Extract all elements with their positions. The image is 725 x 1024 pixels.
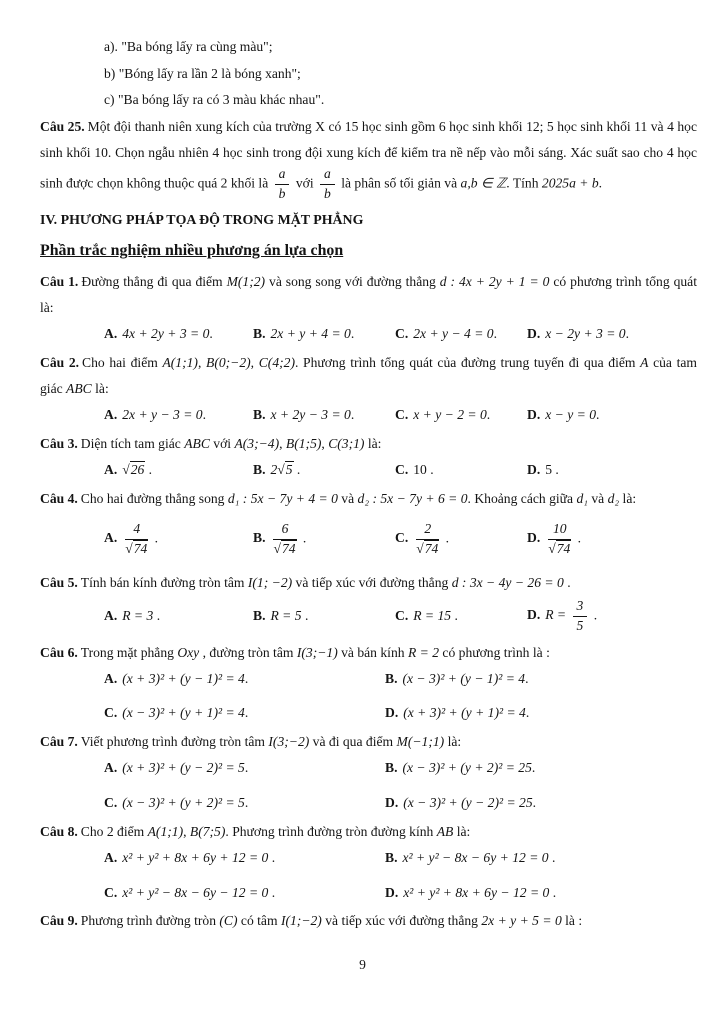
question-4-options xyxy=(104,514,697,565)
option-c-text: $\frac{2}{√74}$ . xyxy=(416,520,450,556)
option-d-text: (x − 3)² + (y − 2)² = 25. xyxy=(403,795,537,811)
question-4 xyxy=(40,486,697,565)
option-b xyxy=(253,323,395,345)
option-a-text: 4x + 2y + 3 = 0. xyxy=(122,325,213,341)
option-d-letter: D. xyxy=(527,607,541,623)
option-d-letter: D. xyxy=(527,325,541,341)
option-d-letter: D. xyxy=(385,795,399,811)
list-item-c: c) "Ba bóng lấy ra có 3 màu khác nhau". xyxy=(104,92,325,107)
option-c-text: 10 . xyxy=(413,461,434,477)
question-6-text-line xyxy=(40,640,697,666)
option-a xyxy=(104,847,385,869)
option-c-letter: C. xyxy=(395,461,409,477)
question-2-options xyxy=(104,404,697,426)
question-4-label: Câu 4. xyxy=(40,490,78,506)
option-b xyxy=(385,847,697,869)
question-3-text-line xyxy=(40,431,697,457)
option-d-letter: D. xyxy=(527,406,541,422)
option-c xyxy=(395,459,527,481)
option-c xyxy=(104,882,385,904)
question-9-text: Phương trình đường tròn (C) có tâm I(1;−2) và tiếp xúc với đường thẳng 2x + y + 5 = 0 là : xyxy=(80,913,583,929)
option-a xyxy=(104,605,253,627)
question-6-text: Trong mặt phẳng Oxy , đường tròn tâm I(3;−1) và bán kính R = 2 có phương trình là : xyxy=(80,644,550,660)
option-d-text: x² + y² + 8x + 6y − 12 = 0 . xyxy=(403,884,557,900)
option-d xyxy=(527,598,697,635)
option-d xyxy=(527,323,697,345)
option-c-letter: C. xyxy=(395,406,409,422)
option-b-letter: B. xyxy=(385,849,398,865)
option-b-text: x² + y² − 8x − 6y + 12 = 0 . xyxy=(402,849,556,865)
question-4-text-line xyxy=(40,486,697,512)
question-1-label: Câu 1. xyxy=(40,273,79,289)
option-d-letter: D. xyxy=(385,884,399,900)
section-subtitle: Phần trắc nghiệm nhiều phương án lựa chọn xyxy=(40,242,344,260)
option-b-letter: B. xyxy=(385,670,398,686)
option-b xyxy=(253,404,395,426)
option-a-letter: A. xyxy=(104,461,118,477)
question-5-text-line xyxy=(40,570,697,596)
option-d xyxy=(385,882,697,904)
question-8-label: Câu 8. xyxy=(40,823,78,839)
option-c-text: x² + y² − 8x − 6y − 12 = 0 . xyxy=(122,884,276,900)
question-2-text: Cho hai điểm A(1;1), B(0;−2), C(4;2). Phương trình tổng quát của đường trung tuyến đi qua điểm A của tam giác ABC là: xyxy=(40,354,698,396)
option-d xyxy=(385,792,697,814)
question-8-text-line xyxy=(40,819,697,845)
question-7 xyxy=(40,729,697,814)
option-b-text: (x − 3)² + (y + 2)² = 25. xyxy=(402,760,536,776)
question-6-options xyxy=(104,668,697,725)
option-c-letter: C. xyxy=(395,325,409,341)
question-25 xyxy=(40,114,697,203)
option-a xyxy=(104,459,253,481)
option-b-letter: B. xyxy=(253,461,266,477)
option-b-letter: B. xyxy=(253,608,266,624)
option-c xyxy=(104,702,385,724)
question-5-options xyxy=(104,598,697,635)
option-a-letter: A. xyxy=(104,849,118,865)
option-a-text: $\frac{4}{√74}$ . xyxy=(125,520,159,556)
option-c-letter: C. xyxy=(395,608,409,624)
question-3-text: Diện tích tam giác ABC với A(3;−4), B(1;5), C(3;1) là: xyxy=(80,435,382,451)
question-2 xyxy=(40,350,697,426)
page-number: 9 xyxy=(359,957,366,973)
question-8-text: Cho 2 điểm A(1;1), B(7;5). Phương trình đường tròn đường kính AB là: xyxy=(80,823,471,839)
option-d xyxy=(527,521,697,558)
option-c xyxy=(395,404,527,426)
question-9-label: Câu 9. xyxy=(40,913,78,929)
option-a-text: (x + 3)² + (y − 1)² = 4. xyxy=(122,670,249,686)
option-d xyxy=(385,702,697,724)
option-c-letter: C. xyxy=(104,795,118,811)
question-5-text: Tính bán kính đường tròn tâm I(1; −2) và tiếp xúc với đường thẳng d : 3x − 4y − 26 = 0 . xyxy=(80,574,571,590)
option-a-text: x² + y² + 8x + 6y + 12 = 0 . xyxy=(122,849,276,865)
option-c xyxy=(104,792,385,814)
option-c-text: (x − 3)² + (y + 1)² = 4. xyxy=(122,705,249,721)
option-d-letter: D. xyxy=(385,705,399,721)
question-1-text-line xyxy=(40,269,697,321)
question-1-text: Đường thẳng đi qua điểm M(1;2) và song song với đường thẳng d : 4x + 2y + 1 = 0 có phương trình tổng quát là: xyxy=(40,273,697,315)
option-c-letter: C. xyxy=(104,705,118,721)
option-d-text: x − y = 0. xyxy=(545,406,600,422)
question-9 xyxy=(40,908,697,934)
option-b-text: (x − 3)² + (y − 1)² = 4. xyxy=(402,670,529,686)
question-25-text: Một đội thanh niên xung kích của trường X có 15 học sinh gồm 6 học sinh khối 12; 5 học sinh khối 11 và 4 học sinh khối 10. Chọn ngẫu nhiên 4 học sinh trong đội xung kích để kiểm tra nề nếp vào mỗi sáng. Xác suất sao cho 4 học sinh được chọn không thuộc quá 2 khối là $\frac{a}{b}$ với $\frac{a}{b}$ là phân số tối giản và a,b ∈ ℤ. Tính 2025a + b. xyxy=(40,118,697,201)
option-c-text: 2x + y − 4 = 0. xyxy=(413,325,497,341)
question-2-text-line xyxy=(40,350,697,402)
option-b-letter: B. xyxy=(385,760,398,776)
option-c xyxy=(395,521,527,558)
option-a-letter: A. xyxy=(104,406,118,422)
question-1 xyxy=(40,269,697,345)
question-6 xyxy=(40,640,697,725)
option-a xyxy=(104,323,253,345)
question-5-label: Câu 5. xyxy=(40,574,78,590)
option-c-text: (x − 3)² + (y + 2)² = 5. xyxy=(122,795,249,811)
option-a-letter: A. xyxy=(104,325,118,341)
option-a-letter: A. xyxy=(104,530,118,546)
option-c-letter: C. xyxy=(395,530,409,546)
option-a-text: √26 . xyxy=(122,461,153,477)
option-b-text: 2√5 . xyxy=(270,461,301,477)
question-5 xyxy=(40,570,697,635)
question-8-options xyxy=(104,847,697,904)
option-b-letter: B. xyxy=(253,530,266,546)
option-a-letter: A. xyxy=(104,670,118,686)
option-d-text: $\frac{10}{√74}$ . xyxy=(548,520,582,556)
option-a xyxy=(104,521,253,558)
option-c xyxy=(395,323,527,345)
option-c-text: R = 15 . xyxy=(413,608,458,624)
option-b xyxy=(253,521,395,558)
option-a-letter: A. xyxy=(104,608,118,624)
option-b xyxy=(385,668,697,690)
question-2-label: Câu 2. xyxy=(40,354,80,370)
option-a-text: R = 3 . xyxy=(122,608,161,624)
option-b-text: R = 5 . xyxy=(270,608,309,624)
question-25-label: Câu 25. xyxy=(40,118,85,134)
question-4-text: Cho hai đường thẳng song d₁ : 5x − 7y + 4 = 0 và d₂ : 5x − 7y + 6 = 0. Khoảng cách giữa d₁ và d₂ là: xyxy=(80,490,637,506)
option-a xyxy=(104,404,253,426)
question-3-options xyxy=(104,459,697,481)
option-d-text: 5 . xyxy=(545,461,559,477)
option-c-letter: C. xyxy=(104,884,118,900)
option-d-text: (x + 3)² + (y + 1)² = 4. xyxy=(403,705,530,721)
question-7-text-line xyxy=(40,729,697,755)
question-3 xyxy=(40,431,697,481)
option-b-letter: B. xyxy=(253,406,266,422)
option-d xyxy=(527,404,697,426)
question-7-options xyxy=(104,757,697,814)
question-8 xyxy=(40,819,697,904)
option-a xyxy=(104,757,385,779)
option-d-text: x − 2y + 3 = 0. xyxy=(545,325,629,341)
question-1-options xyxy=(104,323,697,345)
option-b-text: x + 2y − 3 = 0. xyxy=(270,406,355,422)
list-item-a: a). "Ba bóng lấy ra cùng màu"; xyxy=(104,39,273,54)
option-d-text: R = $\frac{3}{5}$ . xyxy=(545,597,598,633)
list-item-b: b) "Bóng lấy ra lần 2 là bóng xanh"; xyxy=(104,65,301,81)
option-b xyxy=(253,605,395,627)
option-b-letter: B. xyxy=(253,325,266,341)
question-7-text: Viết phương trình đường tròn tâm I(3;−2) và đi qua điểm M(−1;1) là: xyxy=(80,734,462,750)
option-b xyxy=(385,757,697,779)
option-b-text: 2x + y + 4 = 0. xyxy=(270,325,355,341)
option-a-text: (x + 3)² + (y − 2)² = 5. xyxy=(122,760,249,776)
option-a-letter: A. xyxy=(104,760,118,776)
question-6-label: Câu 6. xyxy=(40,644,78,660)
question-3-label: Câu 3. xyxy=(40,435,78,451)
option-a xyxy=(104,668,385,690)
option-c-text: x + y − 2 = 0. xyxy=(413,406,491,422)
section-title: IV. PHƯƠNG PHÁP TỌA ĐỘ TRONG MẶT PHẲNG xyxy=(40,212,364,228)
option-d-letter: D. xyxy=(527,461,541,477)
option-b-text: $\frac{6}{√74}$ . xyxy=(273,520,307,556)
option-b xyxy=(253,459,395,481)
option-c xyxy=(395,605,527,627)
option-d xyxy=(527,459,697,481)
option-a-text: 2x + y − 3 = 0. xyxy=(122,406,206,422)
question-7-label: Câu 7. xyxy=(40,734,78,750)
question-9-text-line xyxy=(40,908,697,934)
option-d-letter: D. xyxy=(527,530,541,546)
